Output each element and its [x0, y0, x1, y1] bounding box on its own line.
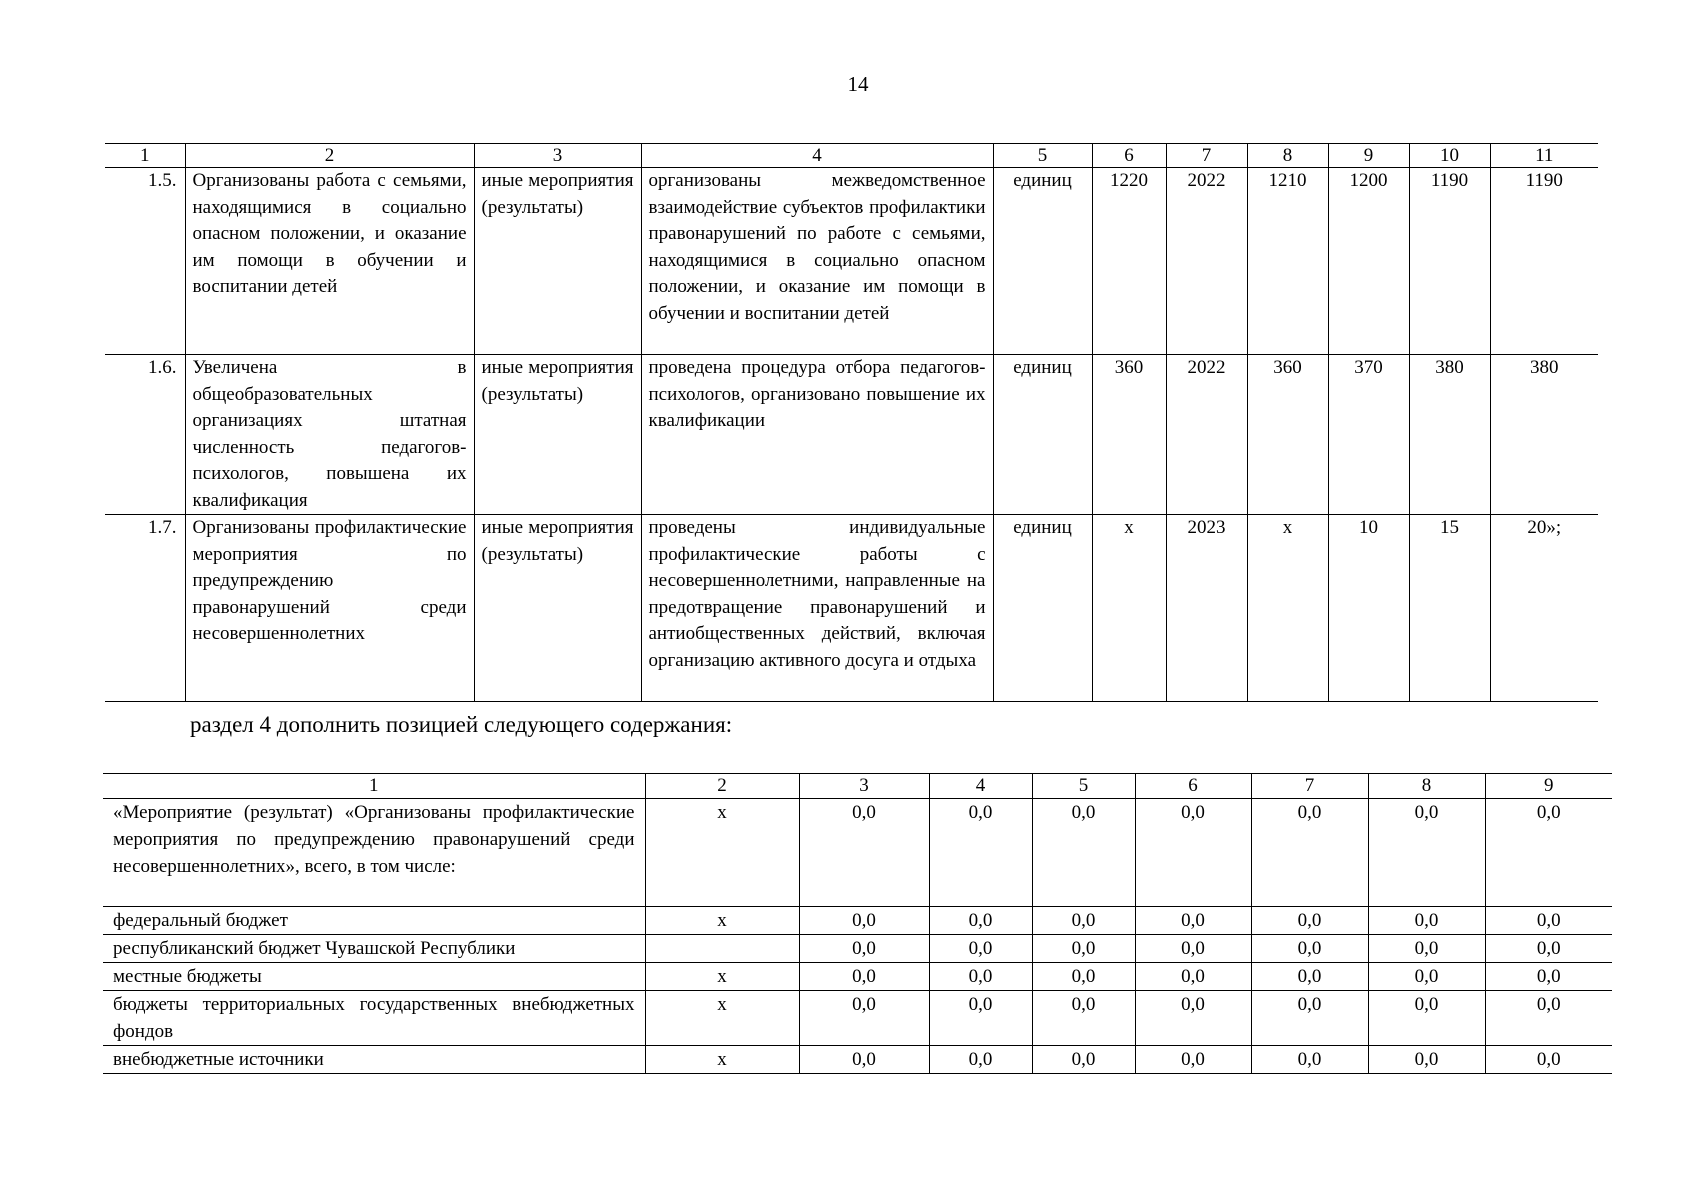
unit: единиц	[993, 355, 1092, 515]
column-2-cell: х	[645, 991, 799, 1046]
table-row	[103, 1046, 1612, 1074]
page-number: 14	[847, 72, 869, 96]
value-cell: 0,0	[1135, 963, 1251, 991]
value-cell: 0,0	[1251, 991, 1368, 1046]
base-value: х	[1092, 515, 1166, 702]
value-cell: 1200	[1328, 168, 1409, 355]
funding-source-label: местные бюджеты	[103, 963, 645, 991]
column-header: 9	[1485, 774, 1612, 799]
column-header: 3	[474, 144, 641, 168]
row-number: 1.6.	[105, 355, 185, 515]
column-header: 4	[641, 144, 993, 168]
value-cell: 0,0	[1032, 1046, 1135, 1074]
value-cell: 0,0	[1135, 799, 1251, 907]
value-cell: 0,0	[1485, 1046, 1612, 1074]
value-cell: 0,0	[1032, 991, 1135, 1046]
column-header: 11	[1490, 144, 1598, 168]
column-header: 2	[185, 144, 474, 168]
value-cell: 0,0	[1485, 907, 1612, 935]
value-cell: 0,0	[1368, 1046, 1485, 1074]
table-row	[103, 907, 1612, 935]
result-type: иные мероприятия (результаты)	[474, 355, 641, 515]
result-type: иные мероприятия (результаты)	[474, 515, 641, 702]
value-cell: 0,0	[1368, 799, 1485, 907]
base-year: 2023	[1166, 515, 1247, 702]
column-header: 3	[799, 774, 929, 799]
result-description: проведены индивидуальные профилактические работы с несовершеннолетними, направленные на предотвращение правонарушений и антиобщественных действий, включая организацию активного досуга и отдыха	[641, 515, 993, 702]
column-2-cell: х	[645, 907, 799, 935]
column-header: 4	[929, 774, 1032, 799]
base-year: 2022	[1166, 355, 1247, 515]
result-description: организованы межведомственное взаимодействие субъектов профилактики правонарушений по работе с семьями, находящимися в социально опасном положении, и оказание им помощи в обучении и воспитании детей	[641, 168, 993, 355]
base-value: 1220	[1092, 168, 1166, 355]
value-cell: 0,0	[1485, 799, 1612, 907]
column-2-cell: х	[645, 963, 799, 991]
value-cell: 0,0	[799, 907, 929, 935]
value-cell: 0,0	[1485, 991, 1612, 1046]
column-header: 6	[1092, 144, 1166, 168]
funding-source-label: республиканский бюджет Чувашской Республики	[103, 935, 645, 963]
value-cell: 0,0	[1251, 799, 1368, 907]
column-header: 8	[1368, 774, 1485, 799]
column-2-cell	[645, 935, 799, 963]
value-cell: 0,0	[1032, 799, 1135, 907]
unit: единиц	[993, 168, 1092, 355]
value-cell: 0,0	[1032, 907, 1135, 935]
value-cell: 0,0	[1368, 963, 1485, 991]
table-row	[103, 799, 1612, 907]
value-cell: 380	[1490, 355, 1598, 515]
intro-paragraph: раздел 4 дополнить позицией следующего содержания:	[190, 712, 733, 737]
table-header-row	[105, 144, 1598, 168]
value-cell: 0,0	[1251, 963, 1368, 991]
result-type: иные мероприятия (результаты)	[474, 168, 641, 355]
column-header: 8	[1247, 144, 1328, 168]
result-name: Увеличена в общеобразовательных организациях штатная численность педагогов-психологов, повышена их квалификация	[185, 355, 474, 515]
column-header: 10	[1409, 144, 1490, 168]
row-number: 1.5.	[105, 168, 185, 355]
value-cell: 0,0	[1368, 991, 1485, 1046]
value-cell: 380	[1409, 355, 1490, 515]
table-row	[105, 515, 1598, 702]
funding-table	[103, 773, 1612, 1074]
value-cell: 0,0	[1368, 935, 1485, 963]
value-cell: 0,0	[1135, 907, 1251, 935]
table-row	[105, 355, 1598, 515]
funding-source-label: федеральный бюджет	[103, 907, 645, 935]
column-header: 2	[645, 774, 799, 799]
result-description: проведена процедура отбора педагогов-психологов, организовано повышение их квалификации	[641, 355, 993, 515]
value-cell: 0,0	[799, 1046, 929, 1074]
column-header: 1	[105, 144, 185, 168]
value-cell: 0,0	[1135, 935, 1251, 963]
value-cell: х	[1247, 515, 1328, 702]
value-cell: 0,0	[1251, 935, 1368, 963]
column-header: 7	[1251, 774, 1368, 799]
column-header: 5	[1032, 774, 1135, 799]
base-value: 360	[1092, 355, 1166, 515]
value-cell: 0,0	[1032, 963, 1135, 991]
funding-source-label: «Мероприятие (результат) «Организованы профилактические мероприятия по предупреждению правонарушений среди несовершеннолетних», всего, в том числе:	[103, 799, 645, 907]
value-cell: 370	[1328, 355, 1409, 515]
value-cell: 0,0	[1251, 907, 1368, 935]
results-table	[105, 143, 1598, 702]
value-cell: 360	[1247, 355, 1328, 515]
value-cell: 0,0	[799, 963, 929, 991]
value-cell: 0,0	[929, 963, 1032, 991]
value-cell: 20»;	[1490, 515, 1598, 702]
table-row	[103, 935, 1612, 963]
value-cell: 0,0	[1485, 935, 1612, 963]
unit: единиц	[993, 515, 1092, 702]
value-cell: 0,0	[1032, 935, 1135, 963]
table-row	[103, 991, 1612, 1046]
column-2-cell: х	[645, 1046, 799, 1074]
value-cell: 0,0	[929, 1046, 1032, 1074]
value-cell: 0,0	[929, 799, 1032, 907]
base-year: 2022	[1166, 168, 1247, 355]
funding-source-label: бюджеты территориальных государственных внебюджетных фондов	[103, 991, 645, 1046]
column-header: 9	[1328, 144, 1409, 168]
value-cell: 1210	[1247, 168, 1328, 355]
table-header-row	[103, 774, 1612, 799]
column-header: 7	[1166, 144, 1247, 168]
value-cell: 1190	[1409, 168, 1490, 355]
value-cell: 1190	[1490, 168, 1598, 355]
value-cell: 0,0	[799, 935, 929, 963]
column-header: 1	[103, 774, 645, 799]
value-cell: 0,0	[1135, 991, 1251, 1046]
row-number: 1.7.	[105, 515, 185, 702]
value-cell: 10	[1328, 515, 1409, 702]
column-header: 5	[993, 144, 1092, 168]
result-name: Организованы профилактические мероприятия по предупреждению правонарушений среди несовершеннолетних	[185, 515, 474, 702]
funding-source-label: внебюджетные источники	[103, 1046, 645, 1074]
table-row	[105, 168, 1598, 355]
result-name: Организованы работа с семьями, находящимися в социально опасном положении, и оказание им помощи в обучении и воспитании детей	[185, 168, 474, 355]
value-cell: 15	[1409, 515, 1490, 702]
value-cell: 0,0	[1368, 907, 1485, 935]
table-row	[103, 963, 1612, 991]
column-2-cell: х	[645, 799, 799, 907]
value-cell: 0,0	[799, 991, 929, 1046]
value-cell: 0,0	[1135, 1046, 1251, 1074]
value-cell: 0,0	[799, 799, 929, 907]
value-cell: 0,0	[929, 991, 1032, 1046]
value-cell: 0,0	[929, 935, 1032, 963]
column-header: 6	[1135, 774, 1251, 799]
value-cell: 0,0	[929, 907, 1032, 935]
value-cell: 0,0	[1485, 963, 1612, 991]
value-cell: 0,0	[1251, 1046, 1368, 1074]
